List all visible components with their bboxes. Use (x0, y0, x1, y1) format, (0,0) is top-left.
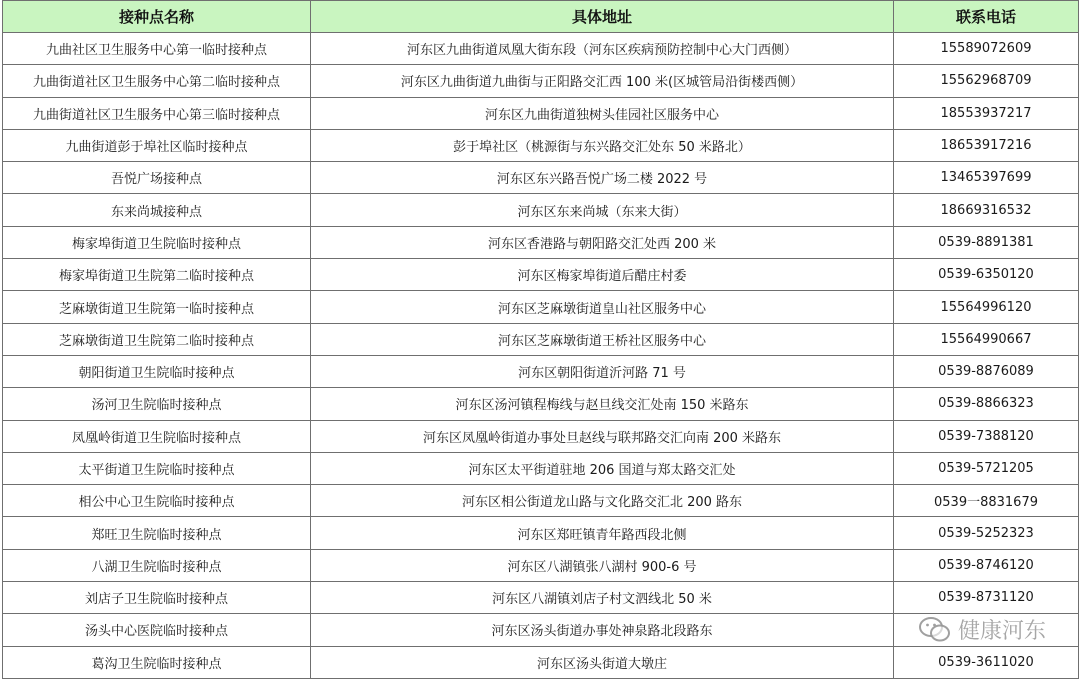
cell-address: 彭于埠社区（桃源街与东兴路交汇处东 50 米路北） (311, 129, 894, 161)
cell-phone: 15589072609 (894, 33, 1079, 65)
cell-phone: 0539-8866323 (894, 388, 1079, 420)
table-row (3, 517, 1079, 549)
cell-phone: 0539-3611020 (894, 646, 1079, 678)
cell-site-name: 汤河卫生院临时接种点 (3, 388, 311, 420)
cell-phone: 0539-8876089 (894, 355, 1079, 387)
cell-site-name: 东来尚城接种点 (3, 194, 311, 226)
cell-address: 河东区相公街道龙山路与文化路交汇北 200 路东 (311, 485, 894, 517)
cell-site-name: 吾悦广场接种点 (3, 162, 311, 194)
cell-site-name: 太平街道卫生院临时接种点 (3, 452, 311, 484)
cell-address: 河东区汤河镇程梅线与赵旦线交汇处南 150 米路东 (311, 388, 894, 420)
table-row (3, 259, 1079, 291)
cell-site-name: 葛沟卫生院临时接种点 (3, 646, 311, 678)
cell-phone: 18553937217 (894, 97, 1079, 129)
cell-phone: 15564990667 (894, 323, 1079, 355)
table-row (3, 226, 1079, 258)
cell-address: 河东区汤头街道办事处神泉路北段路东 (311, 614, 894, 646)
table-row (3, 452, 1079, 484)
cell-address: 河东区汤头街道大墩庄 (311, 646, 894, 678)
cell-address: 河东区郑旺镇青年路西段北侧 (311, 517, 894, 549)
cell-address: 河东区东兴路吾悦广场二楼 2022 号 (311, 162, 894, 194)
cell-site-name: 梅家埠街道卫生院第二临时接种点 (3, 259, 311, 291)
table-row (3, 549, 1079, 581)
cell-address: 河东区九曲街道凤凰大街东段（河东区疾病预防控制中心大门西侧） (311, 33, 894, 65)
table-row (3, 388, 1079, 420)
cell-site-name: 九曲社区卫生服务中心第一临时接种点 (3, 33, 311, 65)
cell-address: 河东区朝阳街道沂河路 71 号 (311, 355, 894, 387)
cell-phone: 18653917216 (894, 129, 1079, 161)
cell-address: 河东区九曲街道九曲街与正阳路交汇西 100 米(区城管局沿街楼西侧） (311, 65, 894, 97)
cell-address: 河东区香港路与朝阳路交汇处西 200 米 (311, 226, 894, 258)
cell-site-name: 芝麻墩街道卫生院第二临时接种点 (3, 323, 311, 355)
cell-phone: 0539-8891381 (894, 226, 1079, 258)
header-address: 具体地址 (311, 1, 894, 33)
cell-phone: 15562968709 (894, 65, 1079, 97)
table-row (3, 485, 1079, 517)
table-row (3, 355, 1079, 387)
vaccination-sites-table (2, 0, 1079, 679)
table-header-row (3, 1, 1079, 33)
table-row (3, 97, 1079, 129)
table-row (3, 420, 1079, 452)
wechat-icon (918, 616, 952, 644)
cell-address: 河东区芝麻墩街道王桥社区服务中心 (311, 323, 894, 355)
cell-site-name: 相公中心卫生院临时接种点 (3, 485, 311, 517)
watermark-text: 健康河东 (957, 619, 1046, 644)
cell-site-name: 九曲街道社区卫生服务中心第二临时接种点 (3, 65, 311, 97)
table-row (3, 323, 1079, 355)
cell-phone: 0539-5721205 (894, 452, 1079, 484)
cell-address: 河东区太平街道驻地 206 国道与郑太路交汇处 (311, 452, 894, 484)
cell-address: 河东区梅家埠街道后醋庄村委 (311, 259, 894, 291)
cell-phone: 0539-6350120 (894, 259, 1079, 291)
table-row (3, 582, 1079, 614)
cell-site-name: 凤凰岭街道卫生院临时接种点 (3, 420, 311, 452)
cell-phone: 0539-7388120 (894, 420, 1079, 452)
table-row (3, 129, 1079, 161)
table-row (3, 194, 1079, 226)
cell-phone: 0539-8731120 (894, 582, 1079, 614)
cell-phone: 0539-8746120 (894, 549, 1079, 581)
header-phone: 联系电话 (894, 1, 1079, 33)
header-site-name: 接种点名称 (3, 1, 311, 33)
table-row (3, 65, 1079, 97)
cell-site-name: 九曲街道彭于埠社区临时接种点 (3, 129, 311, 161)
cell-site-name: 郑旺卫生院临时接种点 (3, 517, 311, 549)
cell-phone: 13465397699 (894, 162, 1079, 194)
watermark (918, 614, 1046, 645)
cell-phone: 18669316532 (894, 194, 1079, 226)
cell-site-name: 九曲街道社区卫生服务中心第三临时接种点 (3, 97, 311, 129)
cell-address: 河东区九曲街道独树头佳园社区服务中心 (311, 97, 894, 129)
cell-site-name: 刘店子卫生院临时接种点 (3, 582, 311, 614)
table-row (3, 33, 1079, 65)
cell-site-name: 朝阳街道卫生院临时接种点 (3, 355, 311, 387)
cell-site-name: 梅家埠街道卫生院临时接种点 (3, 226, 311, 258)
table-row (3, 291, 1079, 323)
cell-phone: 15564996120 (894, 291, 1079, 323)
cell-address: 河东区东来尚城（东来大街） (311, 194, 894, 226)
cell-address: 河东区芝麻墩街道皇山社区服务中心 (311, 291, 894, 323)
table-row (3, 646, 1079, 678)
cell-phone: 0539-5252323 (894, 517, 1079, 549)
cell-address: 河东区八湖镇张八湖村 900-6 号 (311, 549, 894, 581)
cell-phone: 0539一8831679 (894, 485, 1079, 517)
cell-address: 河东区八湖镇刘店子村文泗线北 50 米 (311, 582, 894, 614)
cell-site-name: 八湖卫生院临时接种点 (3, 549, 311, 581)
cell-site-name: 汤头中心医院临时接种点 (3, 614, 311, 646)
cell-address: 河东区凤凰岭街道办事处旦赵线与联邦路交汇向南 200 米路东 (311, 420, 894, 452)
table-row (3, 162, 1079, 194)
cell-site-name: 芝麻墩街道卫生院第一临时接种点 (3, 291, 311, 323)
